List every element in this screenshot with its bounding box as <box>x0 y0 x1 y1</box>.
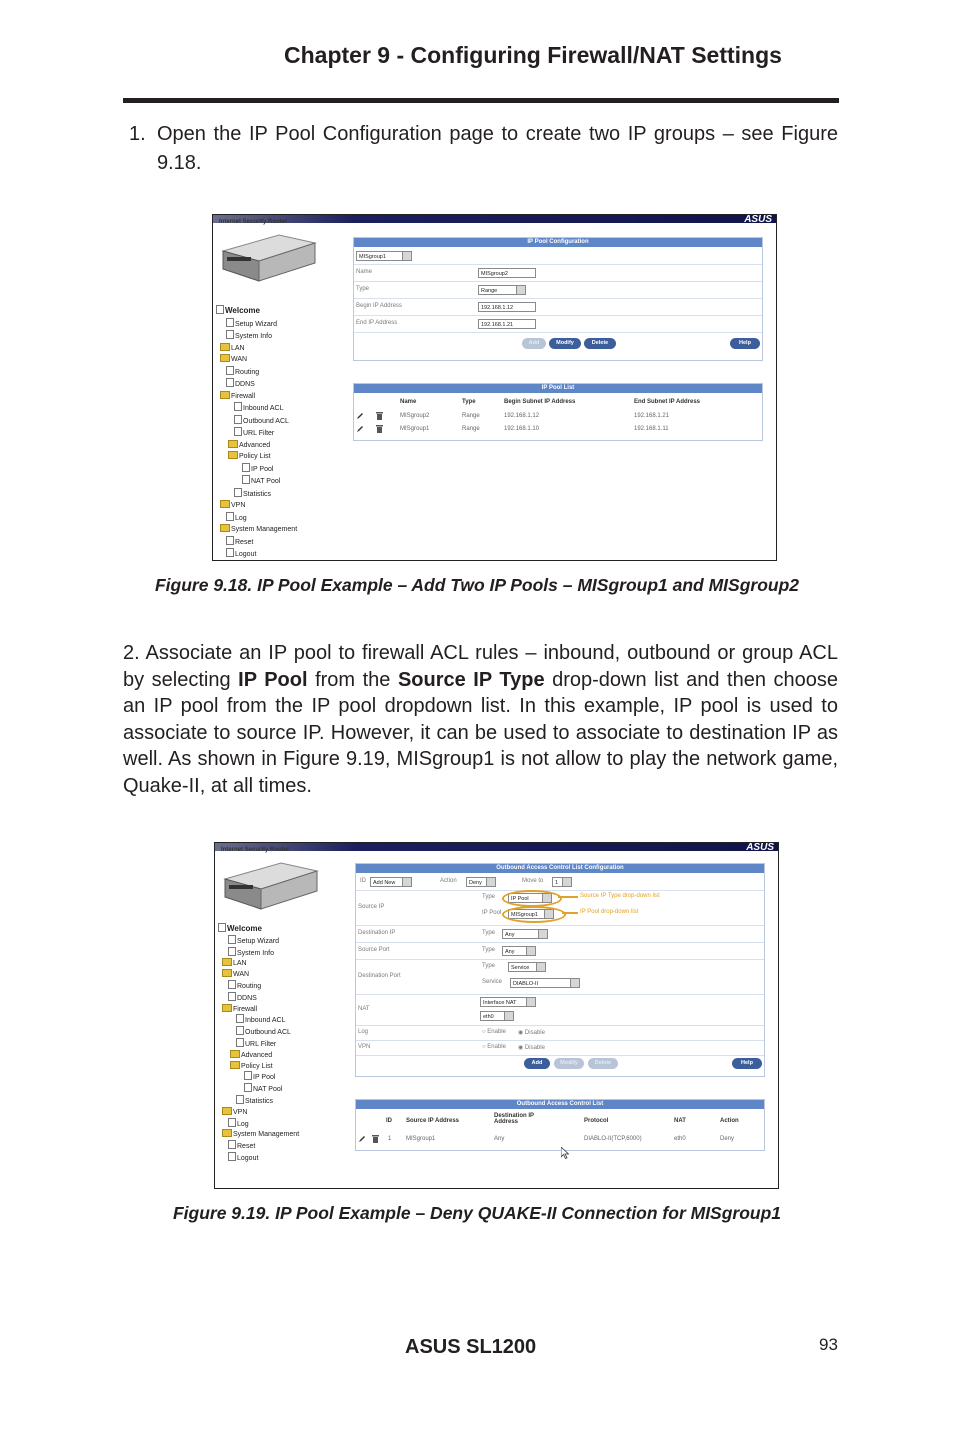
nav-item[interactable]: WAN <box>216 354 297 366</box>
nav-item[interactable]: Statistics <box>216 488 297 501</box>
nav-item[interactable]: Setup Wizard <box>216 318 297 331</box>
nav-item[interactable]: Routing <box>218 980 299 992</box>
nat-row: NAT Interface NAT eth0 <box>356 995 764 1026</box>
nav-item[interactable]: Reset <box>216 536 297 549</box>
form-row: Name MISgroup2 <box>354 265 762 282</box>
selector-row <box>354 248 762 265</box>
source-port-type-select[interactable]: Any <box>502 946 536 956</box>
acl-list-panel: Outbound Access Control List ID Source IP Address Destination IP Address Protocol NAT Action 1 MISgroup1 Any DIABLO-II(TCP,6000) eth0 Deny <box>355 1099 765 1151</box>
trash-icon[interactable] <box>372 1135 379 1143</box>
log-enable-radio[interactable]: ○ Enable <box>482 1029 506 1035</box>
nav-item[interactable]: IP Pool <box>216 463 297 476</box>
begin-ip-input[interactable]: 192.168.1.12 <box>478 302 536 312</box>
col-end: End Subnet IP Address <box>634 399 701 405</box>
brand-text: Internet Security Router <box>219 219 288 225</box>
nav-item[interactable]: Statistics <box>218 1095 299 1107</box>
router-device-icon <box>221 857 319 913</box>
nav-item[interactable]: Firewall <box>218 1004 299 1015</box>
col-name: Name <box>400 399 417 405</box>
header-rule <box>123 98 839 103</box>
acl-config-panel <box>355 863 765 1077</box>
edit-icon[interactable] <box>356 412 364 420</box>
nav-item[interactable]: Welcome <box>218 923 299 935</box>
edit-icon[interactable] <box>356 425 364 433</box>
step-2: 2. Associate an IP pool to firewall ACL rules – inbound, outbound or group ACL by selecting IP Pool from the Source IP Type drop-down list and then choose an IP pool from the IP pool dropdown list. In this example, IP pool is used to associate to source IP. However, it can be used to associate to destination IP as well. As shown in Figure 9.19, MISgroup1 is not allow to play the network game, Quake-II, at all times. <box>123 642 838 797</box>
form-row: End IP Address 192.168.1.21 <box>354 316 762 333</box>
panel-title: IP Pool List <box>354 384 762 393</box>
step-1-number: 1. <box>129 123 146 145</box>
nav-item[interactable]: WAN <box>218 969 299 980</box>
nav-item[interactable]: URL Filter <box>216 427 297 440</box>
source-port-row: Source Port Type Any <box>356 943 764 960</box>
nav-item[interactable]: URL Filter <box>218 1038 299 1050</box>
add-button[interactable]: Add <box>524 1058 550 1069</box>
brand-text: Internet Security Router <box>221 847 290 853</box>
source-ip-type-select[interactable]: IP Pool <box>508 893 552 903</box>
dest-ip-type-select[interactable]: Any <box>502 929 548 939</box>
top-row: ID Add New Action Deny Move to 1 <box>356 874 764 891</box>
step-1-text: Open the IP Pool Configuration page to create two IP groups – see Figure 9.18. <box>157 123 838 174</box>
destination-port-row: Destination Port Type Service Service DIABLO-II <box>356 960 764 995</box>
nav-item[interactable]: Setup Wizard <box>218 935 299 947</box>
nav-item[interactable]: Inbound ACL <box>218 1014 299 1026</box>
col-type: Type <box>462 399 476 405</box>
trash-icon[interactable] <box>376 412 383 420</box>
delete-button[interactable]: Delete <box>588 1058 618 1069</box>
help-button[interactable]: Help <box>732 1058 762 1069</box>
source-ip-row: Source IP Type IP Pool IP Pool MISgroup1 Source IP Type drop-down list IP Pool drop-down list <box>356 891 764 926</box>
panel-title: IP Pool Configuration <box>354 238 762 247</box>
figure-9-19-caption: Figure 9.19. IP Pool Example – Deny QUAKE-II Connection for MISgroup1 <box>172 1203 782 1223</box>
nav-item[interactable]: LAN <box>218 958 299 969</box>
type-select[interactable]: Range <box>478 285 526 295</box>
title-bar <box>215 843 778 851</box>
nav-item[interactable]: Reset <box>218 1140 299 1152</box>
router-device-icon <box>219 229 317 285</box>
nav-item[interactable]: Routing <box>216 366 297 379</box>
log-row: Log ○ Enable ◉ Disable <box>356 1026 764 1041</box>
form-row: Type Range <box>354 282 762 299</box>
title-bar <box>213 215 776 223</box>
nav-tree <box>216 305 297 561</box>
log-disable-radio[interactable]: ◉ Disable <box>518 1030 545 1036</box>
nav-item[interactable]: Logout <box>218 1152 299 1164</box>
nav-item[interactable]: Outbound ACL <box>218 1026 299 1038</box>
destination-ip-row: Destination IP Type Any <box>356 926 764 943</box>
callout-oval <box>502 890 562 907</box>
page-number: 93 <box>819 1335 838 1354</box>
nav-tree <box>218 923 299 1164</box>
modify-button[interactable]: Modify <box>554 1058 584 1069</box>
col-begin: Begin Subnet IP Address <box>504 399 576 405</box>
asus-logo: ASUS <box>744 214 772 225</box>
pool-selector[interactable]: MISgroup1 <box>356 251 412 261</box>
footer-product: ASUS SL1200 <box>405 1336 537 1358</box>
nav-item[interactable]: NAT Pool <box>218 1083 299 1095</box>
nav-item[interactable]: Advanced <box>216 440 297 452</box>
nav-item[interactable]: Log <box>216 512 297 525</box>
nav-item[interactable]: DDNS <box>218 992 299 1004</box>
end-ip-input[interactable]: 192.168.1.21 <box>478 319 536 329</box>
nav-item[interactable]: VPN <box>218 1107 299 1118</box>
nav-item[interactable]: LAN <box>216 343 297 355</box>
help-button[interactable]: Help <box>730 338 760 349</box>
nav-item[interactable]: Advanced <box>218 1050 299 1061</box>
id-select[interactable]: Add New <box>370 877 412 887</box>
nav-item[interactable]: DDNS <box>216 378 297 391</box>
nav-item[interactable]: Outbound ACL <box>216 415 297 428</box>
move-to-select[interactable]: 1 <box>552 877 572 887</box>
delete-button[interactable]: Delete <box>584 338 616 349</box>
nav-item[interactable]: Log <box>218 1118 299 1130</box>
panel-title: Outbound Access Control List Configuration <box>356 864 764 873</box>
figure-9-18-screenshot <box>212 214 777 561</box>
nav-item[interactable]: VPN <box>216 500 297 512</box>
service-select[interactable]: DIABLO-II <box>510 978 580 988</box>
ip-pool-list-panel: IP Pool List Name Type Begin Subnet IP Address End Subnet IP Address MISgroup2 Range 192.168.1.12 192.168.1.21 MISgroup1 Range 192.168.1.10 192.168.1.11 <box>353 383 763 441</box>
vpn-disable-radio[interactable]: ◉ Disable <box>518 1045 545 1051</box>
trash-icon[interactable] <box>376 425 383 433</box>
nat-interface-select[interactable]: eth0 <box>480 1011 514 1021</box>
nav-item[interactable]: System Management <box>218 1129 299 1140</box>
ip-pool-select[interactable]: MISgroup1 <box>508 909 554 919</box>
nav-item[interactable]: System Management <box>216 524 297 536</box>
ip-pool-config-panel <box>353 237 763 361</box>
nav-item[interactable]: System Info <box>218 947 299 959</box>
action-select[interactable]: Deny <box>466 877 496 887</box>
edit-icon[interactable] <box>358 1135 366 1143</box>
panel-title: Outbound Access Control List <box>356 1100 764 1109</box>
nav-item[interactable]: Policy List <box>218 1061 299 1072</box>
nav-item[interactable]: Policy List <box>216 451 297 463</box>
nav-item[interactable]: Inbound ACL <box>216 402 297 415</box>
nav-item[interactable]: IP Pool <box>218 1071 299 1083</box>
form-row: Begin IP Address 192.168.1.12 <box>354 299 762 316</box>
asus-logo: ASUS <box>746 842 774 853</box>
add-button[interactable]: Add <box>522 338 546 349</box>
vpn-enable-radio[interactable]: ○ Enable <box>482 1044 506 1050</box>
nav-item[interactable]: Welcome <box>216 305 297 318</box>
nav-item[interactable]: Firewall <box>216 391 297 403</box>
chapter-title: Chapter 9 - Configuring Firewall/NAT Settings <box>284 42 782 68</box>
nav-item[interactable]: System Info <box>216 330 297 343</box>
nav-item[interactable]: Logout <box>216 548 297 561</box>
modify-button[interactable]: Modify <box>549 338 581 349</box>
mouse-cursor-icon <box>561 1147 569 1159</box>
source-ip-type-callout: Source IP Type drop-down list <box>580 893 660 899</box>
callout-oval <box>502 906 566 923</box>
name-input[interactable]: MISgroup2 <box>478 268 536 278</box>
figure-9-19-screenshot <box>214 842 779 1189</box>
nat-type-select[interactable]: Interface NAT <box>480 997 536 1007</box>
ip-pool-callout: IP Pool drop-down list <box>580 909 639 915</box>
step-1 <box>129 120 838 178</box>
nav-item[interactable]: NAT Pool <box>216 475 297 488</box>
vpn-row: VPN ○ Enable ◉ Disable <box>356 1041 764 1056</box>
dest-port-type-select[interactable]: Service <box>508 962 546 972</box>
figure-9-18-caption: Figure 9.18. IP Pool Example – Add Two IP Pools – MISgroup1 and MISgroup2 <box>154 575 800 595</box>
